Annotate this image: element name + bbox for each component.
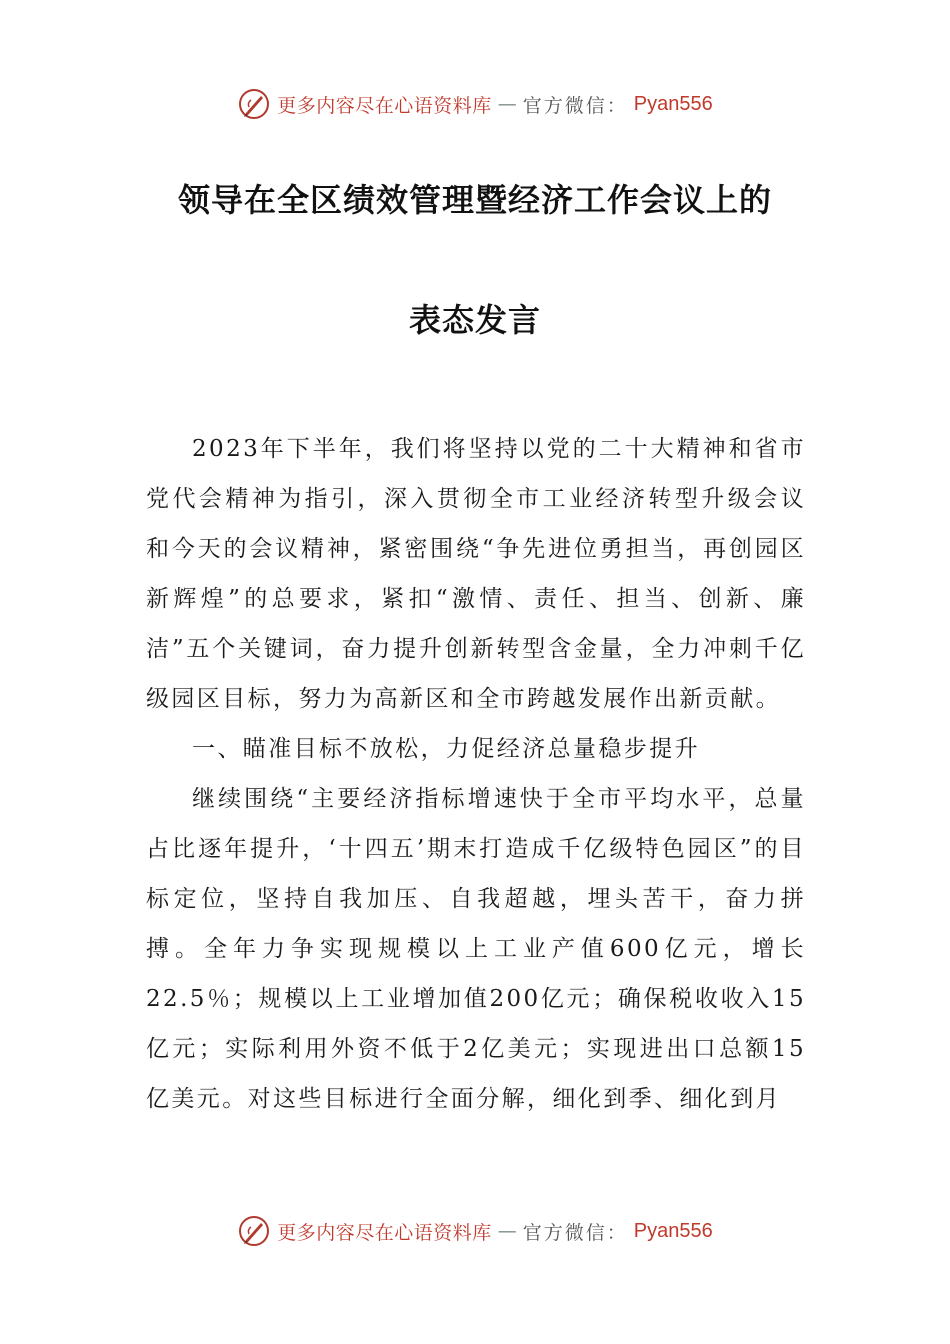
quill-pen-logo-icon (237, 87, 271, 121)
watermark-footer (0, 1211, 950, 1251)
watermark-wechat-label: 官方微信： (522, 1221, 628, 1244)
document-title-line-2: 表态发言 (408, 301, 541, 339)
quill-pen-logo-icon (237, 1214, 271, 1248)
document-title-line-1: 领导在全区绩效管理暨经济工作会议上的 (177, 181, 772, 219)
watermark-text: 更多内容尽在心语资料库 (277, 94, 492, 117)
watermark-wechat-label: 官方微信： (522, 94, 628, 117)
document-body (146, 424, 806, 1124)
watermark-header (0, 84, 950, 124)
section-heading-1: 一、瞄准目标不放松，力促经济总量稳步提升 (192, 736, 700, 762)
watermark-separator: — (497, 93, 517, 115)
watermark-text: 更多内容尽在心语资料库 (277, 1221, 492, 1244)
watermark-separator: — (497, 1220, 517, 1242)
watermark-wechat-id: Pyan556 (633, 1219, 713, 1242)
paragraph-section-1: 继续围绕“主要经济指标增速快于全市平均水平，总量占比逐年提升，‘十四五’期末打造成千亿级特色园区”的目标定位，坚持自我加压、自我超越，埋头苦干，奋力拼搏。全年力争实现规模以上工业产值600亿元，增长22.5％；规模以上工业增加值200亿元；确保税收收入15亿元；实际利用外资不低于2亿美元；实现进出口总额15亿美元。对这些目标进行全面分解，细化到季、细化到月 (146, 786, 806, 1112)
watermark-wechat-id: Pyan556 (633, 92, 713, 115)
paragraph-intro: 2023年下半年，我们将坚持以党的二十大精神和省市党代会精神为指引，深入贯彻全市工业经济转型升级会议和今天的会议精神，紧密围绕“争先进位勇担当，再创园区新辉煌”的总要求，紧扣“激情、责任、担当、创新、廉洁”五个关键词，奋力提升创新转型含金量，全力冲刺千亿级园区目标，努力为高新区和全市跨越发展作出新贡献。 (146, 436, 806, 712)
